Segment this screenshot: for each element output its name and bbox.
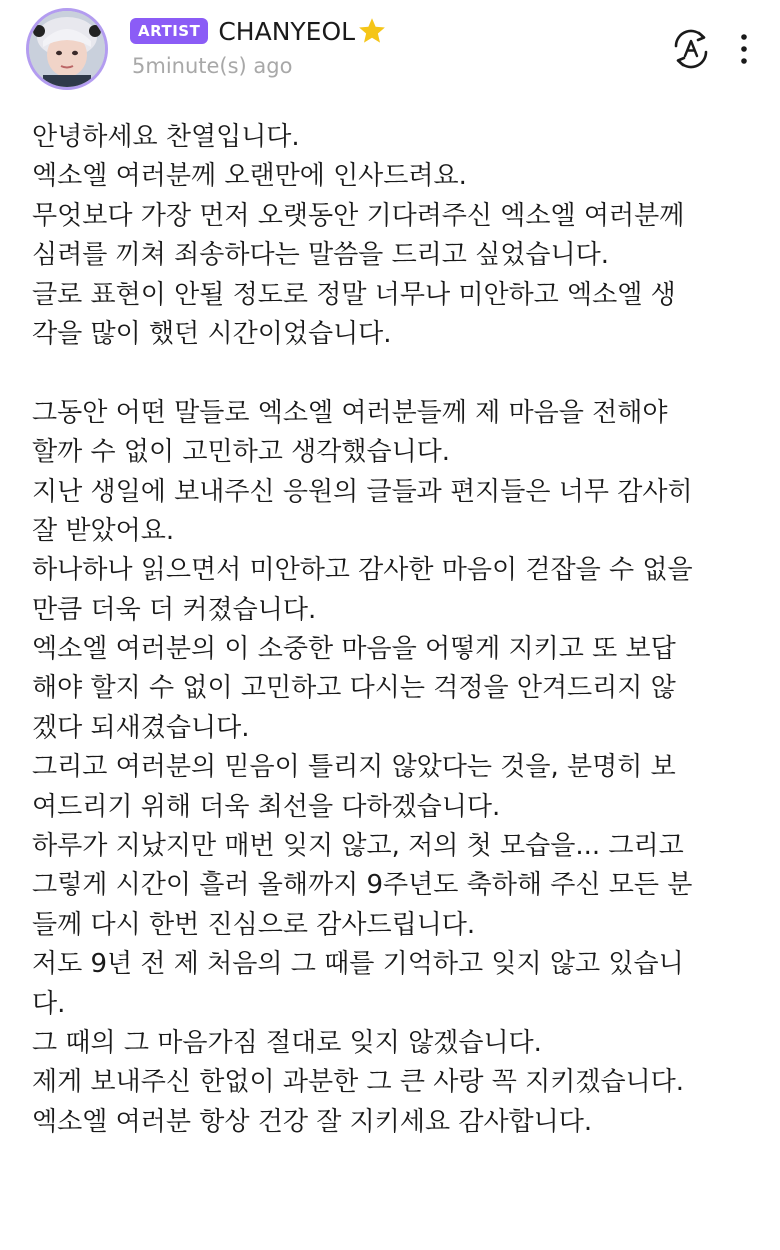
post-header (0, 0, 780, 100)
post-text-line: 하루가 지났지만 매번 잊지 않고, 저의 첫 모습을... 그리고 (32, 831, 684, 862)
post-text-line: 지난 생일에 보내주신 응원의 글들과 편지들은 너무 감사히 (32, 476, 693, 507)
post-text-line: 엑소엘 여러분의 이 소중한 마음을 어떻게 지키고 또 보답 (32, 634, 676, 665)
post-text-line: 엑소엘 여러분께 오랜만에 인사드려요. (32, 161, 467, 192)
post-text-line: 그렇게 시간이 흘러 올해까지 9주년도 축하해 주신 모든 분 (32, 870, 693, 901)
post-text-line: 할까 수 없이 고민하고 생각했습니다. (32, 437, 451, 468)
post-text-line: 들께 다시 한번 진심으로 감사드립니다. (32, 909, 476, 940)
post-text-line: 잘 받았어요. (32, 515, 175, 546)
post-text-line: 만큼 더욱 더 커졌습니다. (32, 594, 317, 625)
post-text-line: 안녕하세요 찬열입니다. (32, 122, 300, 152)
post-text-line: 심려를 끼쳐 죄송하다는 말씀을 드리고 싶었습니다. (32, 240, 610, 271)
author-row (130, 14, 387, 48)
post-text-line: 무엇보다 가장 먼저 오랫동안 기다려주신 엑소엘 여러분께 (32, 200, 685, 231)
avatar[interactable] (26, 8, 108, 90)
post-text-line: 저도 9년 전 제 처음의 그 때를 기억하고 잊지 않고 있습니 (32, 949, 684, 980)
post-timestamp: 5minute(s) ago (132, 54, 293, 78)
translate-icon[interactable] (668, 26, 714, 72)
post-text-line: 여드리기 위해 더욱 최선을 다하겠습니다. (32, 791, 501, 822)
post-text-line: 제게 보내주신 한없이 과분한 그 큰 사랑 꼭 지키겠습니다. (32, 1067, 685, 1098)
author-name[interactable]: CHANYEOL (218, 16, 356, 46)
post-text-line: 글로 표현이 안될 정도로 정말 너무나 미안하고 엑소엘 생 (32, 279, 676, 310)
post-text-line: 그 때의 그 마음가짐 절대로 잊지 않겠습니다. (32, 1027, 542, 1058)
avatar-image (29, 11, 105, 87)
post-text-line: 다. (32, 988, 66, 1019)
star-icon (357, 16, 387, 46)
post-text-line: 그동안 어떤 말들로 엑소엘 여러분들께 제 마음을 전해야 (32, 397, 668, 428)
post-text-line: 겠다 되새겼습니다. (32, 712, 250, 743)
blank-line (32, 354, 762, 393)
post-text-line: 그리고 여러분의 믿음이 틀리지 않았다는 것을, 분명히 보 (32, 752, 676, 783)
post-body (32, 118, 762, 1142)
artist-badge: ARTIST (130, 18, 208, 44)
post-text-line: 해야 할지 수 없이 고민하고 다시는 걱정을 안겨드리지 않 (32, 673, 676, 704)
post-text-line: 각을 많이 했던 시간이었습니다. (32, 318, 392, 349)
post-text-line: 하나하나 읽으면서 미안하고 감사한 마음이 걷잡을 수 없을 (32, 555, 693, 586)
post-text-line: 엑소엘 여러분 항상 건강 잘 지키세요 감사합니다. (32, 1106, 593, 1137)
more-vertical-icon[interactable] (732, 30, 756, 68)
